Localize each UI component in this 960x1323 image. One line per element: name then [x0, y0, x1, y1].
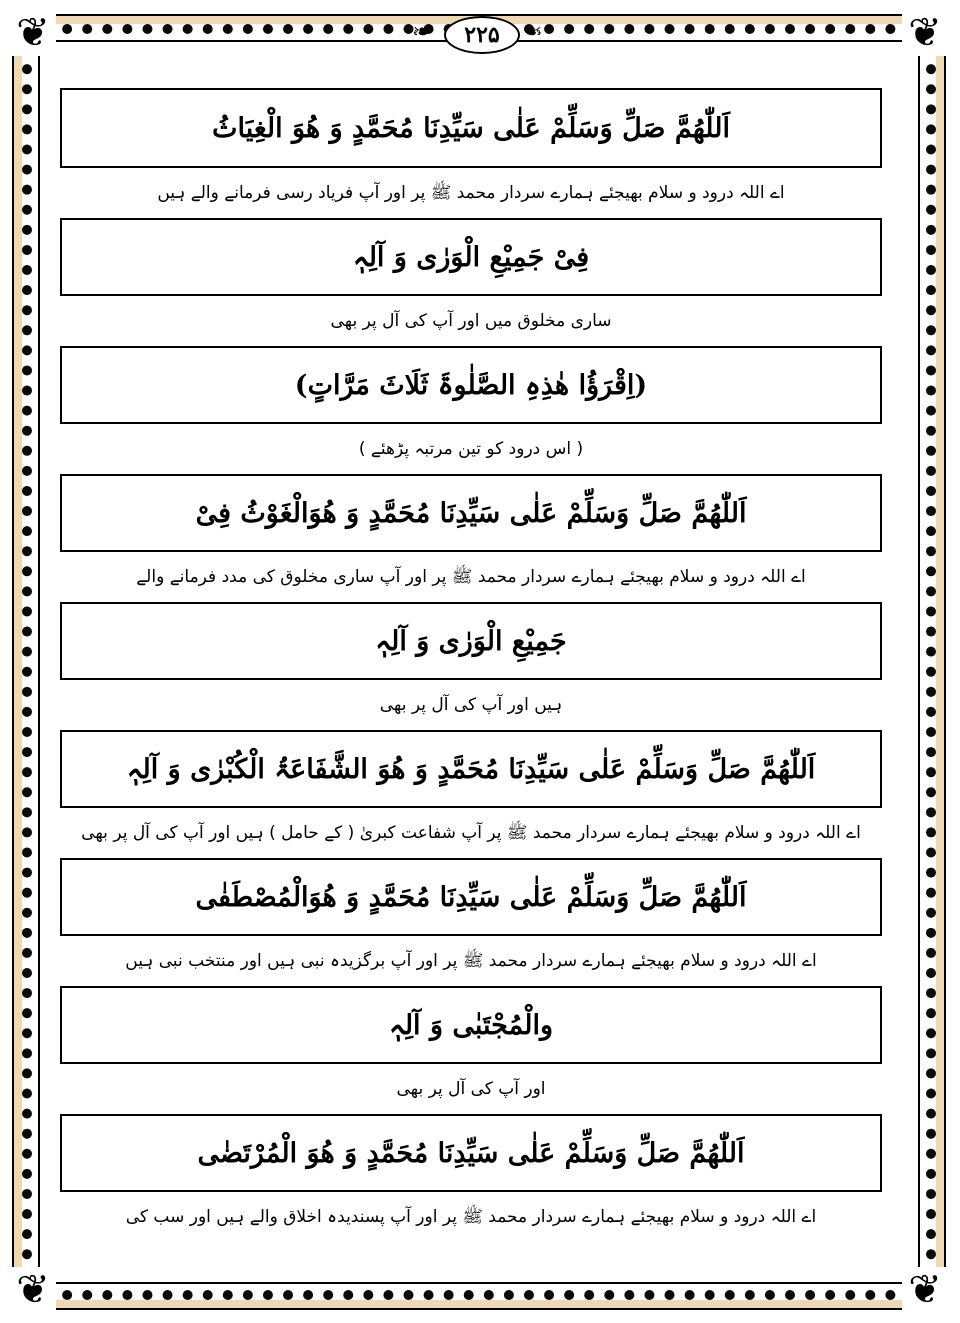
arabic-verse: اَللّٰھُمَّ صَلِّ وَسَلِّمْ عَلٰی سَیِّدِنَا مُحَمَّدٍ وَ ھُوَ الْمُرْتَضٰی	[197, 1137, 745, 1169]
arabic-verse-box	[60, 88, 882, 168]
urdu-translation: اے اللہ درود و سلام بھیجئے ہمارے سردار محمد ﷺ پر اور آپ برگزیدہ نبی ہیں اور منتخب نبی ہیں	[125, 951, 817, 971]
arabic-verse-box	[60, 218, 882, 296]
urdu-translation: اے اللہ درود و سلام بھیجئے ہمارے سردار محمد ﷺ پر اور آپ پسندیدہ اخلاق والے ہیں اور سب کی	[125, 1207, 817, 1227]
arabic-verse-box	[60, 474, 882, 552]
floral-corner-icon: ❦	[10, 1267, 56, 1313]
urdu-translation: اے اللہ درود و سلام بھیجئے ہمارے سردار محمد ﷺ پر اور آپ فریاد رسی فرمانے والے ہیں	[157, 183, 785, 203]
arabic-verse: اَللّٰھُمَّ صَلِّ وَسَلِّمْ عَلٰی سَیِّدِنَا مُحَمَّدٍ وَ ھُوَ الْغِیَاثُ	[212, 112, 730, 144]
arabic-verse-box	[60, 602, 882, 680]
urdu-translation: ( اس درود کو تین مرتبہ پڑھئے )	[358, 439, 584, 459]
arabic-verse: اَللّٰھُمَّ صَلِّ وَسَلِّمْ عَلٰی سَیِّدِنَا مُحَمَّدٍ وَ ھُوَ الشَّفَاعَۃُ الْکُبْرٰی وَ آلِہٖ	[126, 753, 816, 785]
arabic-verse-box	[60, 730, 882, 808]
page-number: ۲۲۵	[444, 16, 520, 54]
floral-corner-icon: ❦	[10, 10, 56, 56]
arabic-verse-box	[60, 346, 882, 424]
arabic-verse: (اِقْرَؤُا ھٰذِہِ الصَّلٰوۃَ ثَلَاثَ مَرَّاتٍ)	[294, 369, 648, 401]
arabic-verse-box	[60, 858, 882, 936]
arabic-verse-box	[60, 1114, 882, 1192]
urdu-translation: ہیں اور آپ کی آل پر بھی	[379, 695, 563, 715]
floral-corner-icon: ❦	[902, 10, 948, 56]
leaf-ornament-icon: ❧	[524, 20, 543, 45]
urdu-translation: ساری مخلوق میں اور آپ کی آل پر بھی	[330, 311, 612, 331]
floral-corner-icon: ❦	[902, 1267, 948, 1313]
arabic-verse: والْمُجْتَبٰی وَ آلِہٖ	[389, 1009, 553, 1041]
urdu-translation: اور آپ کی آل پر بھی	[396, 1079, 546, 1099]
page-content	[60, 88, 882, 1242]
arabic-verse: فِیْ جَمِیْعِ الْوَرٰی وَ آلِہٖ	[352, 241, 590, 273]
arabic-verse: اَللّٰھُمَّ صَلِّ وَسَلِّمْ عَلٰی سَیِّدِنَا مُحَمَّدٍ وَ ھُوَالْمُصْطَفٰی	[195, 881, 747, 913]
leaf-ornament-icon: ❧	[412, 20, 431, 45]
urdu-translation: اے اللہ درود و سلام بھیجئے ہمارے سردار محمد ﷺ پر آپ شفاعت کبریٰ ( کے حامل ) ہیں اور آپ کی آل پر بھی	[81, 823, 861, 843]
urdu-translation: اے اللہ درود و سلام بھیجئے ہمارے سردار محمد ﷺ پر اور آپ ساری مخلوق کی مدد فرمانے والے	[136, 567, 806, 587]
arabic-verse: جَمِیْعِ الْوَرٰی وَ آلِہٖ	[375, 625, 567, 657]
arabic-verse: اَللّٰھُمَّ صَلِّ وَسَلِّمْ عَلٰی سَیِّدِنَا مُحَمَّدٍ وَ ھُوَالْغَوْثُ فِیْ	[195, 497, 747, 529]
arabic-verse-box	[60, 986, 882, 1064]
